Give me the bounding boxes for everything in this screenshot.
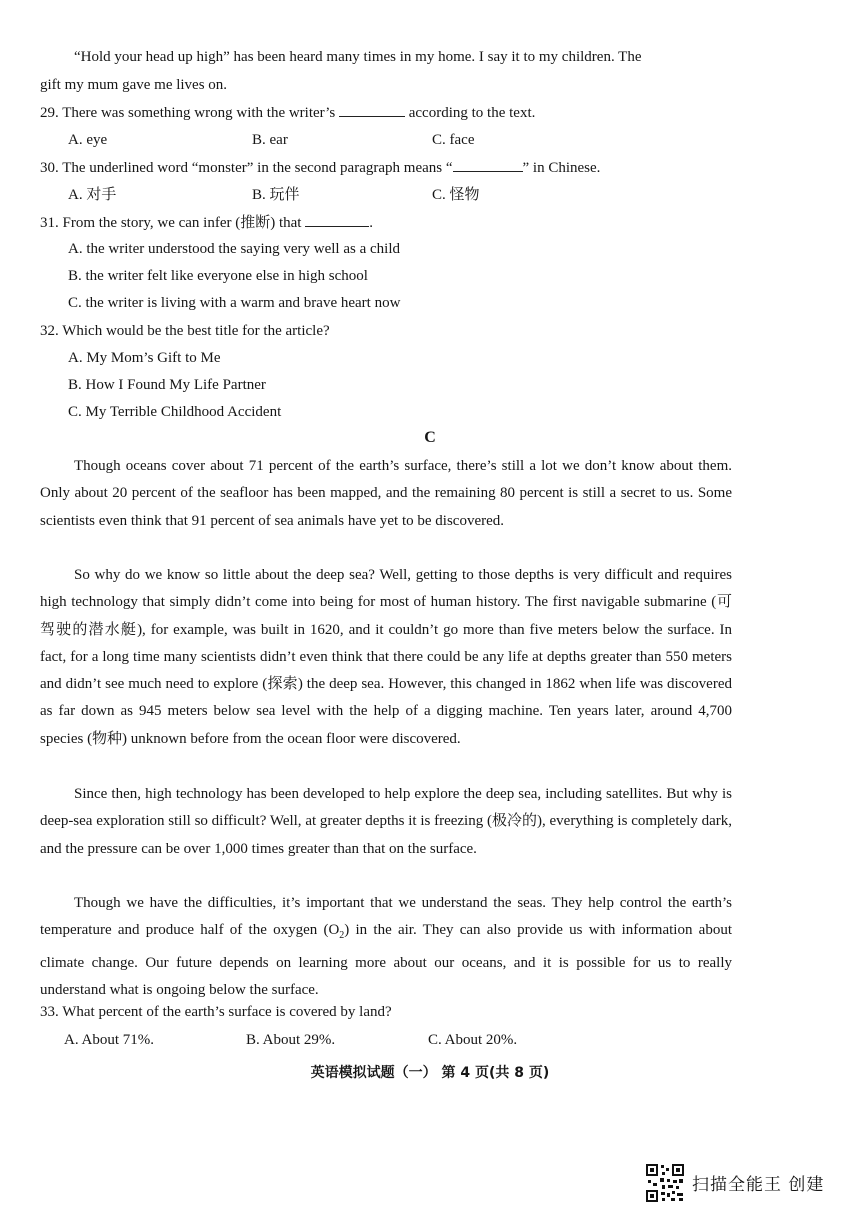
q30-stem-post: ” in Chinese.	[522, 160, 601, 176]
q33-option-c: C. About 20%.	[428, 1032, 518, 1048]
q29-option-a: A. eye	[68, 132, 108, 148]
q32-option-c: C. My Terrible Childhood Accident	[68, 404, 282, 420]
passage-b-line-1: “Hold your head up high” has been heard many times in my home. I say it to my children. The	[74, 49, 642, 65]
q29-option-c: C. face	[432, 132, 475, 148]
q29-stem-pre: 29. There was something wrong with the writer’s	[40, 105, 336, 121]
q30-blank	[453, 157, 523, 172]
p4-part-b: ) in the air. They can also provide us with information about climate change. Our future depends on learning more about our oceans, and it is possible for us to really understand what is ongoing below the surface.	[40, 922, 732, 998]
q30-stem-pre: 30. The underlined word “monster” in the second paragraph means “	[40, 160, 453, 176]
q31-blank	[305, 212, 369, 227]
q33-option-b: B. About 29%.	[246, 1032, 336, 1048]
question-29-stem	[40, 102, 535, 123]
q31-stem-post: .	[369, 215, 373, 231]
page-footer: 英语模拟试题（一） 第 4 页(共 8 页)	[310, 1065, 550, 1081]
passage-c-paragraph-2: So why do we know so little about the deep sea? Well, getting to those depths is very difficult and requires high technology that simply didn’t come into being for most of human history. The first navigable submarine (可驾驶的潜水艇), for example, was built in 1620, and it couldn’t go more than five meters below the surface. In fact, for a long time many scientists didn’t even think that there could be any life at depths greater than 550 meters and didn’t see much need to explore (探索) the deep sea. However, this changed in 1862 when life was discovered as far down as 945 meters below sea level with the help of a digging machine. Ten years later, around 4,700 species (物种) unknown before from the ocean floor were discovered.	[40, 567, 732, 747]
qr-code-icon	[645, 1163, 685, 1203]
p4-part-a: Though we have the difficulties, it’s important that we understand the seas. They help control the earth’s temperature and produce half of the oxygen (O	[40, 895, 732, 939]
question-30-stem	[40, 157, 600, 178]
q30-option-c: C. 怪物	[432, 187, 480, 203]
question-32-stem: 32. Which would be the best title for the article?	[40, 323, 330, 339]
question-33-stem: 33. What percent of the earth’s surface is covered by land?	[40, 1004, 392, 1020]
q30-option-a: A. 对手	[68, 187, 117, 203]
q29-option-b: B. ear	[252, 132, 288, 148]
passage-b-line-2: gift my mum gave me lives on.	[40, 77, 228, 93]
section-c-heading: C	[424, 429, 436, 446]
q32-option-b: B. How I Found My Life Partner	[68, 377, 266, 393]
q31-option-c: C. the writer is living with a warm and brave heart now	[68, 295, 401, 311]
q30-option-b: B. 玩伴	[252, 187, 300, 203]
q29-blank	[339, 102, 405, 117]
q29-stem-post: according to the text.	[408, 105, 536, 121]
passage-c-paragraph-4	[40, 890, 732, 1004]
scanner-brand: 扫描全能王 创建	[692, 1175, 825, 1195]
q33-option-a: A. About 71%.	[64, 1032, 154, 1048]
oxygen-subscript: 2	[339, 930, 345, 942]
q31-option-b: B. the writer felt like everyone else in high school	[68, 268, 368, 284]
passage-c-paragraph-1: Though oceans cover about 71 percent of the earth’s surface, there’s still a lot we don’t know about them. Only about 20 percent of the seafloor has been mapped, and the remaining 80 percent is still a secret to us. Some scientists even think that 91 percent of sea animals have yet to be discovered.	[40, 458, 732, 529]
q31-option-a: A. the writer understood the saying very well as a child	[68, 241, 400, 257]
q32-option-a: A. My Mom’s Gift to Me	[68, 350, 221, 366]
q31-stem-pre: 31. From the story, we can infer (推断) that	[40, 215, 302, 231]
question-31-stem	[40, 212, 373, 233]
passage-c-paragraph-3: Since then, high technology has been developed to help explore the deep sea, including satellites. But why is deep-sea exploration still so difficult? Well, at greater depths it is freezing (极冷的), everything is completely dark, and the pressure can be over 1,000 times greater than that on the surface.	[40, 786, 732, 857]
